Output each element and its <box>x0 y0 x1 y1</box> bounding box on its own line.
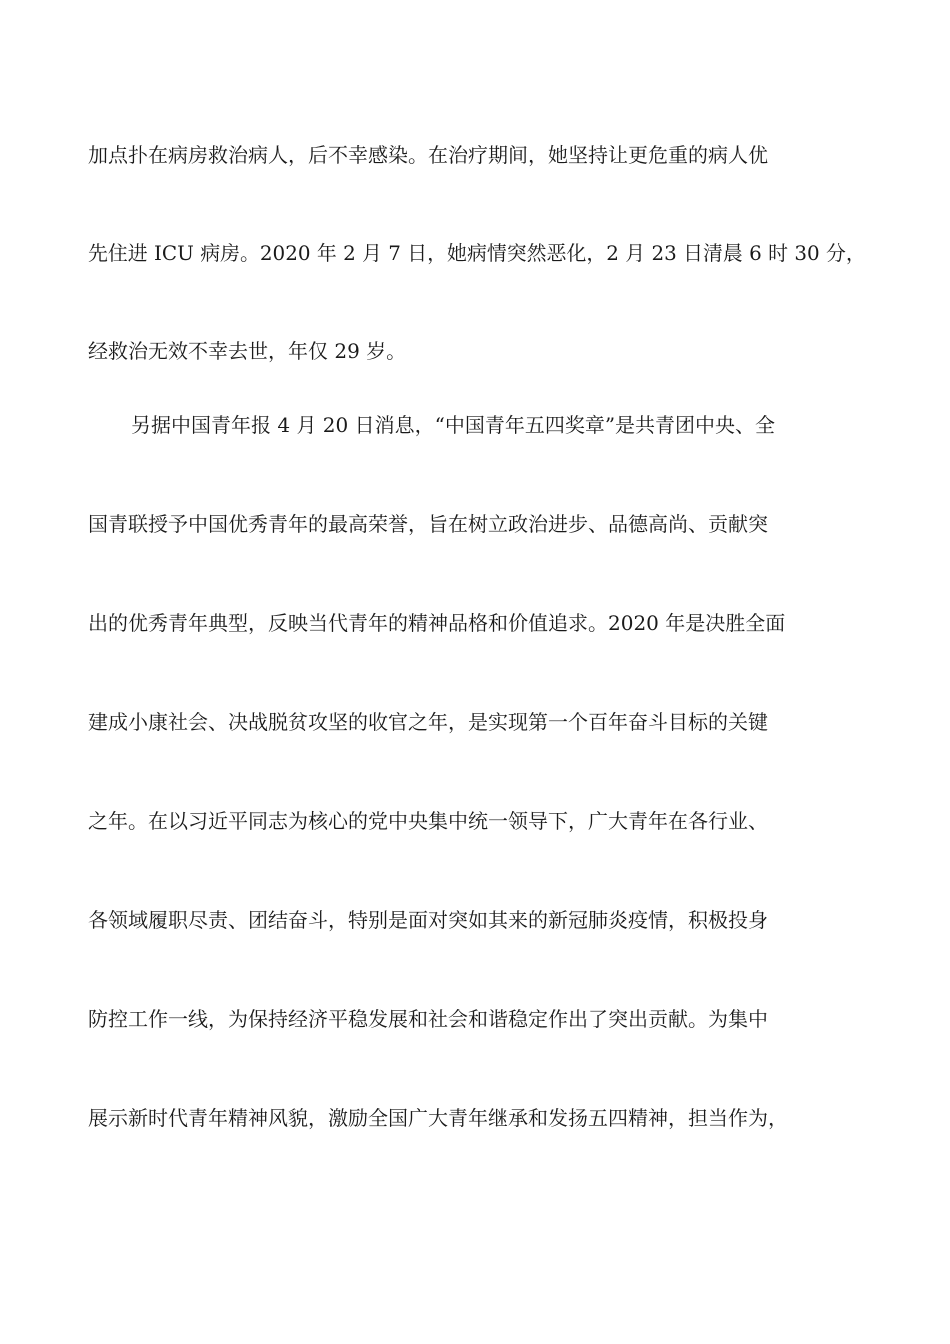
paragraph-line: 各领域履职尽责、团结奋斗，特别是面对突如其来的新冠肺炎疫情，积极投身 <box>88 908 768 932</box>
paragraph-line: 国青联授予中国优秀青年的最高荣誉，旨在树立政治进步、品德高尚、贡献突 <box>88 512 768 536</box>
paragraph-line: 出的优秀青年典型，反映当代青年的精神品格和价值追求。2020 年是决胜全面 <box>88 611 786 635</box>
paragraph-line: 建成小康社会、决战脱贫攻坚的收官之年，是实现第一个百年奋斗目标的关键 <box>88 710 768 734</box>
paragraph-line: 加点扑在病房救治病人，后不幸感染。在治疗期间，她坚持让更危重的病人优 <box>88 143 768 167</box>
paragraph-line: 之年。在以习近平同志为核心的党中央集中统一领导下，广大青年在各行业、 <box>88 809 768 833</box>
paragraph-line: 先住进 ICU 病房。2020 年 2 月 7 日，她病情突然恶化，2 月 23 日清晨 6 时 30 分， <box>88 241 866 265</box>
paragraph-first-line: 另据中国青年报 4 月 20 日消息，“中国青年五四奖章”是共青团中央、全 <box>131 413 776 437</box>
paragraph-line: 经救治无效不幸去世，年仅 29 岁。 <box>88 339 407 363</box>
paragraph-line: 防控工作一线，为保持经济平稳发展和社会和谐稳定作出了突出贡献。为集中 <box>88 1007 768 1031</box>
paragraph-line: 展示新时代青年精神风貌，激励全国广大青年继承和发扬五四精神，担当作为， <box>88 1106 788 1130</box>
